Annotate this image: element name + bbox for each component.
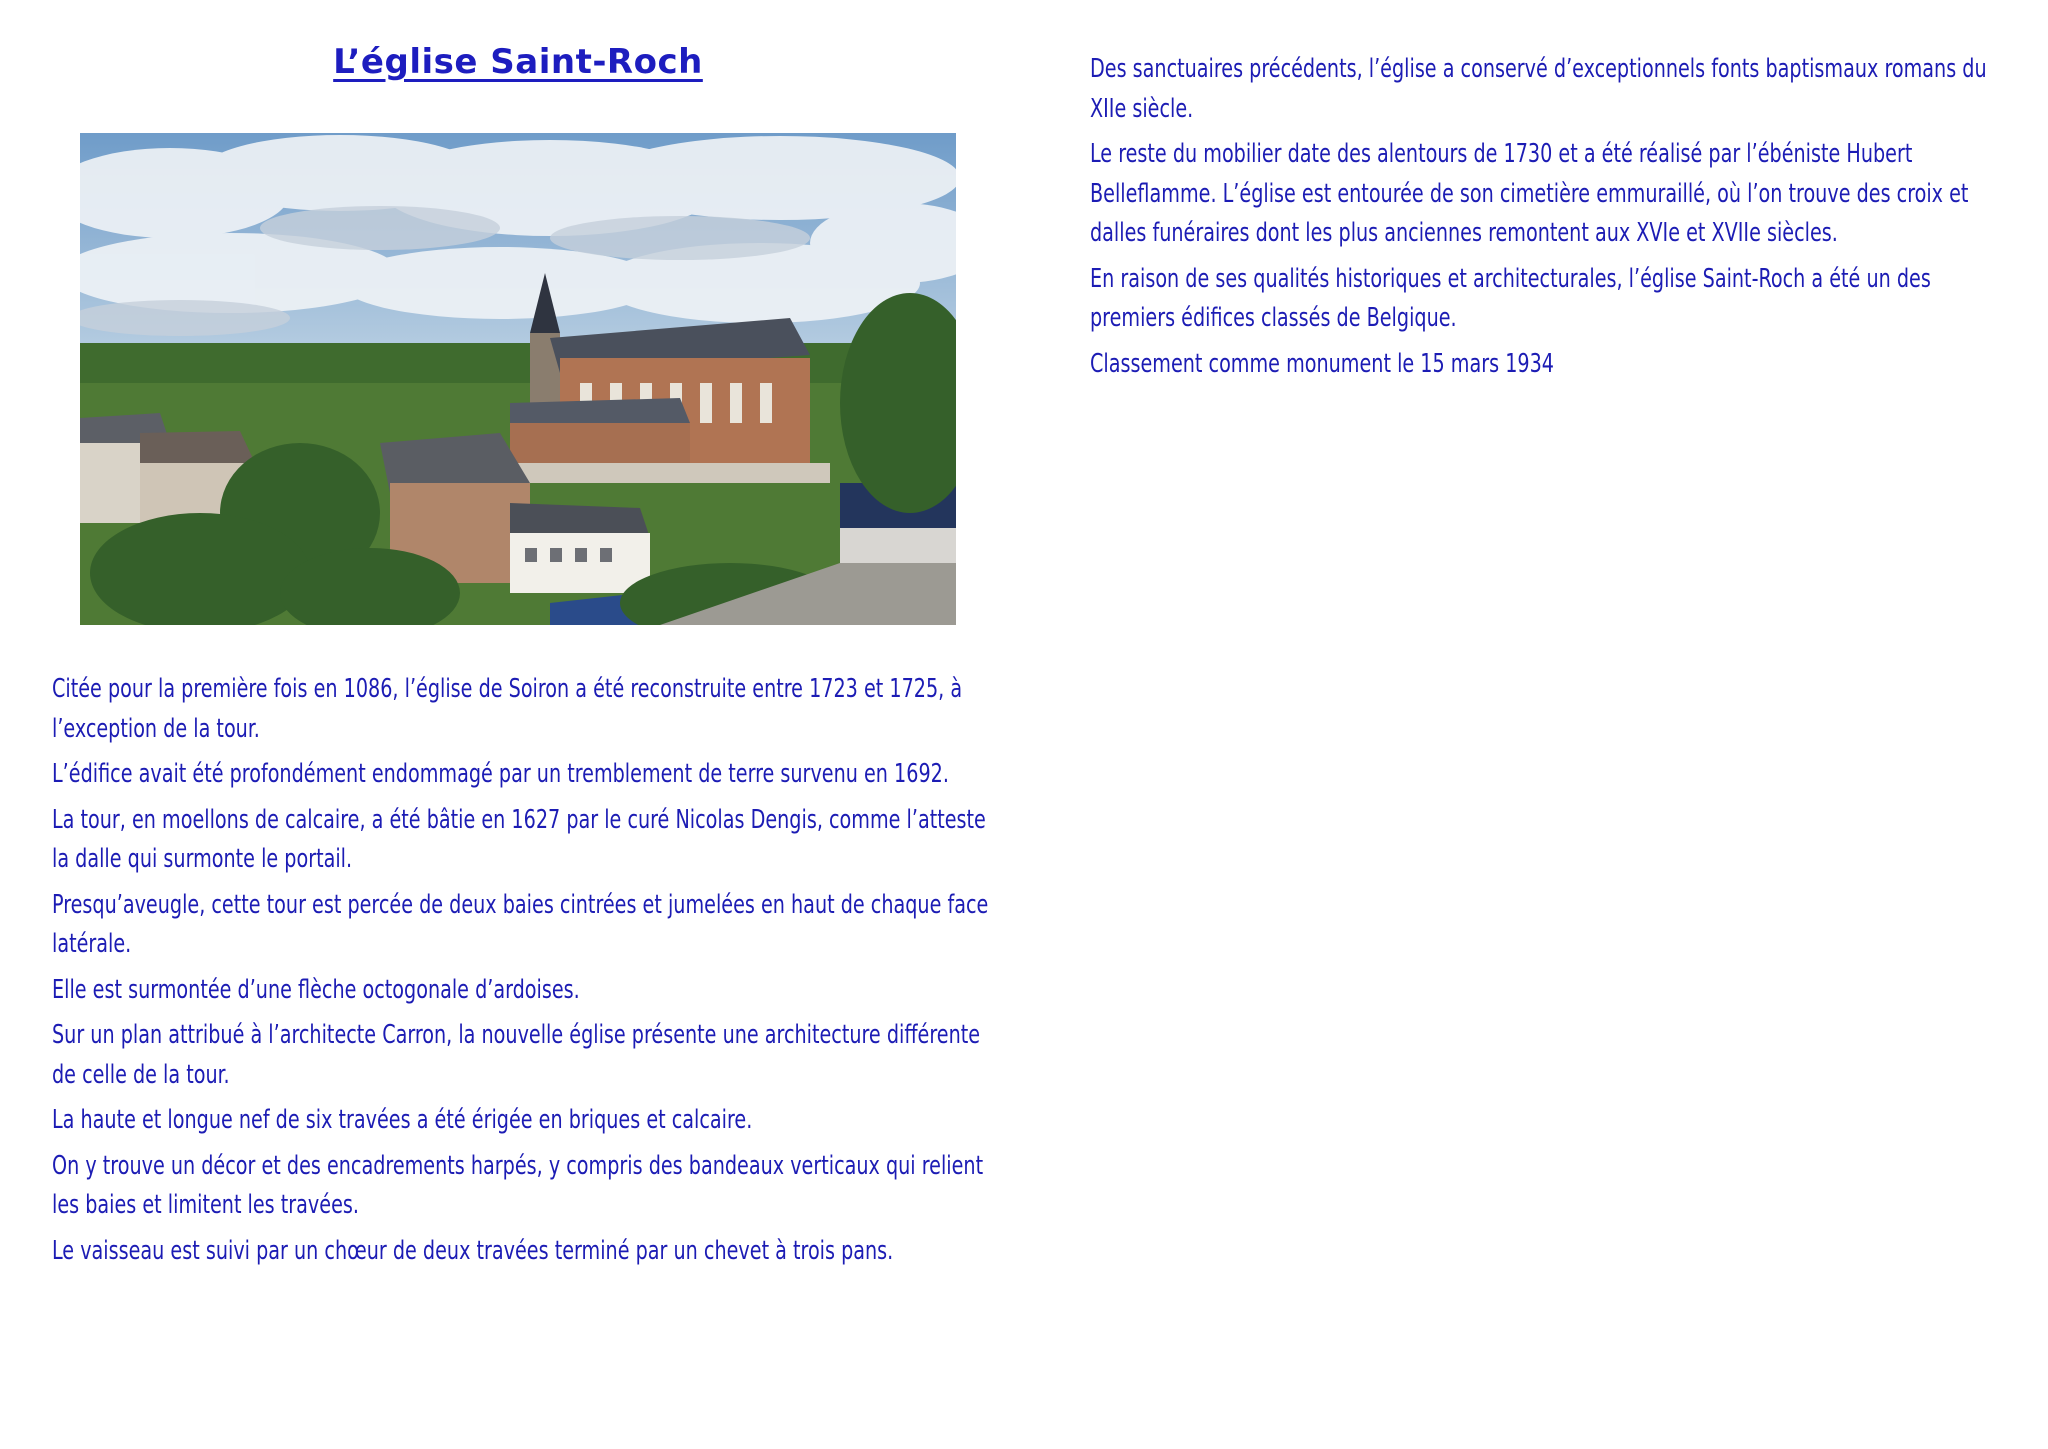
paragraph: La haute et longue nef de six travées a été érigée en briques et calcaire. bbox=[52, 1105, 753, 1135]
paragraph: Sur un plan attribué à l’architecte Carron, la nouvelle église présente une architecture différente de celle de la tour. bbox=[52, 1020, 981, 1090]
left-text-column bbox=[52, 670, 1003, 1277]
clouds bbox=[80, 135, 956, 323]
classification-date: Classement comme monument le 15 mars 1934 bbox=[1090, 348, 1554, 379]
paragraph: Des sanctuaires précédents, l’église a conservé d’exceptionnels fonts baptismaux romans du XIIe siècle. bbox=[1090, 54, 1987, 124]
church-photo bbox=[80, 133, 956, 625]
paragraph: On y trouve un décor et des encadrements harpés, y compris des bandeaux verticaux qui relient les baies et limitent les travées. bbox=[52, 1150, 984, 1220]
paragraph: Le vaisseau est suivi par un chœur de deux travées terminé par un chevet à trois pans. bbox=[52, 1235, 894, 1266]
church-photo-illustration bbox=[80, 133, 956, 625]
paragraph: Elle est surmontée d’une flèche octogonale d’ardoises. bbox=[52, 974, 580, 1005]
paragraph: Le reste du mobilier date des alentours de 1730 et a été réalisé par l’ébéniste Hubert Belleflamme. L’église est entourée de son cimetière emmuraillé, où l’on trouve des croix et dalles funéraires dont les plus anciennes remontent aux XVIe et XVIIe siècles. bbox=[1090, 139, 1969, 248]
paragraph: Citée pour la première fois en 1086, l’église de Soiron a été reconstruite entre 1723 et 1725, à l’exception de la tour. bbox=[52, 674, 963, 744]
page-title: L’église Saint-Roch bbox=[333, 42, 703, 82]
paragraph: La tour, en moellons de calcaire, a été bâtie en 1627 par le curé Nicolas Dengis, comme l’atteste la dalle qui surmonte le portail. bbox=[52, 804, 986, 874]
paragraph: L’édifice avait été profondément endommagé par un tremblement de terre survenu en 1692. bbox=[52, 759, 949, 789]
paragraph: Presqu’aveugle, cette tour est percée de deux baies cintrées et jumelées en haut de chaque face latérale. bbox=[52, 889, 989, 959]
paragraph: En raison de ses qualités historiques et architecturales, l’église Saint-Roch a été un des premiers édifices classés de Belgique. bbox=[1090, 263, 1931, 333]
right-text-column bbox=[1090, 50, 2017, 390]
